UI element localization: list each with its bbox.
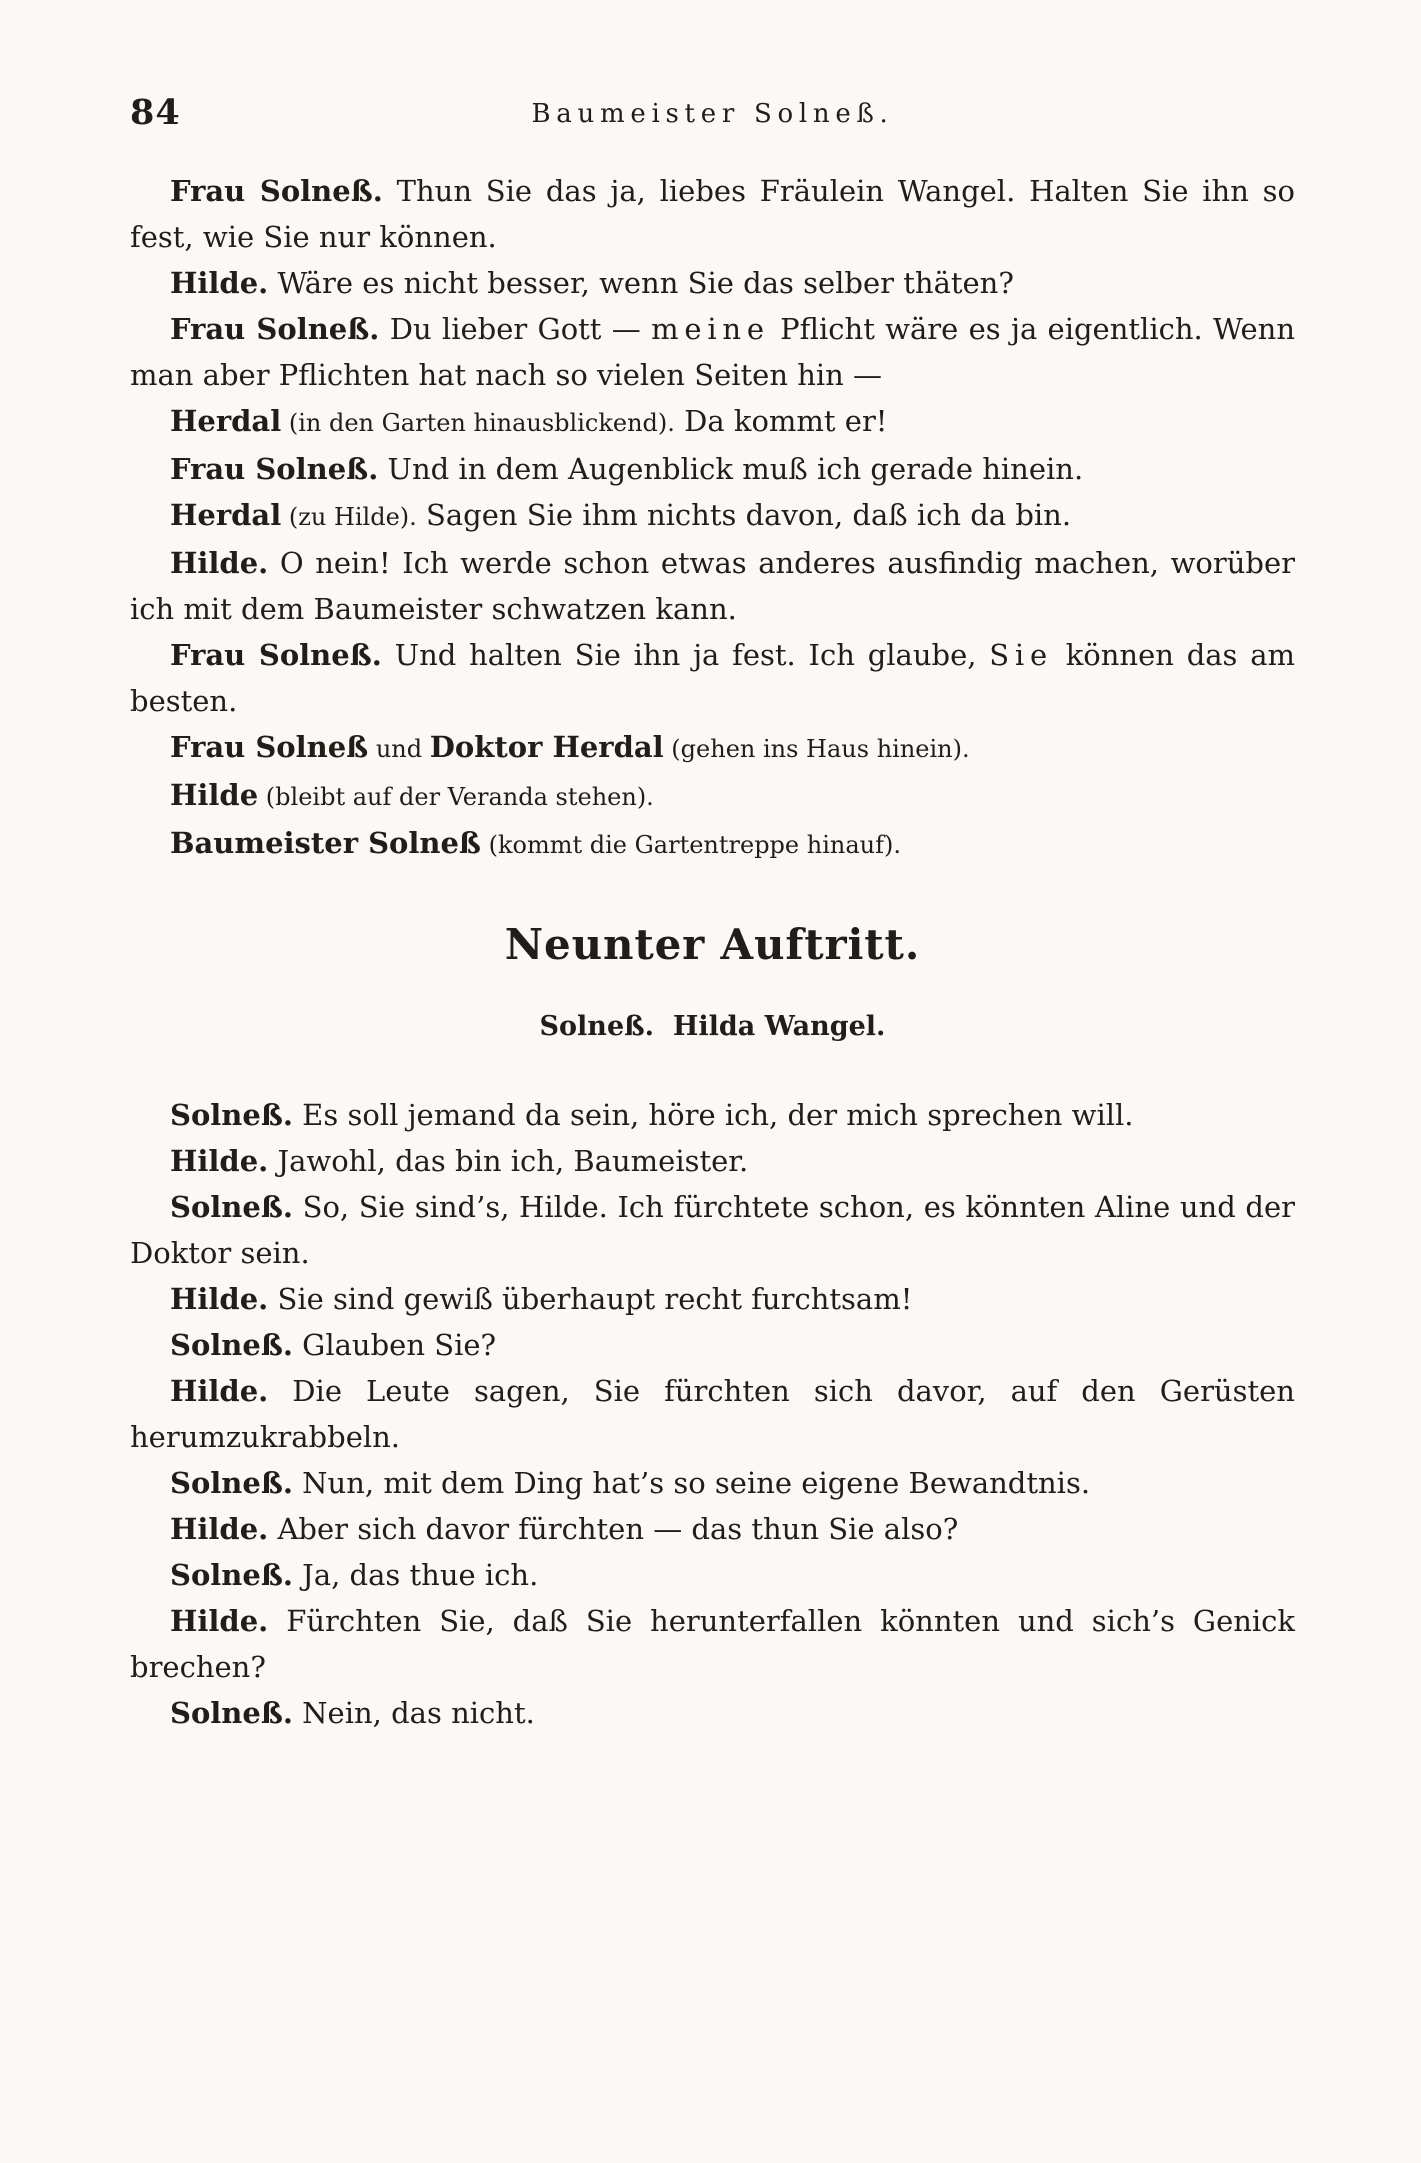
- dialogue-line: [130, 772, 1295, 820]
- stage-direction: (gehen ins Haus hinein).: [663, 735, 970, 763]
- dialogue-line: [130, 632, 1295, 724]
- page-header: [130, 92, 1295, 146]
- dialogue-text: Da kommt er!: [674, 404, 888, 438]
- dialogue-text: können das am besten.: [130, 638, 1296, 718]
- text-block: [130, 168, 1295, 1736]
- dialogue-line: [130, 1460, 1295, 1506]
- speaker-name: Frau Solneß.: [170, 312, 380, 346]
- dialogue-line: [130, 1092, 1295, 1138]
- speaker-name: Doktor Herdal: [429, 730, 664, 764]
- dialogue-line: [130, 724, 1295, 772]
- speaker-name: Solneß.: [170, 1466, 293, 1500]
- dialogue-text: Wäre es nicht besser, wenn Sie das selber thäten?: [268, 266, 1014, 300]
- dialogue-line: [130, 1506, 1295, 1552]
- speaker-name: Frau Solneß: [170, 730, 369, 764]
- dialogue-line: [130, 1552, 1295, 1598]
- speaker-name: Solneß.: [170, 1328, 293, 1362]
- emphasized-word: meine: [651, 312, 770, 346]
- scene-characters: Solneß. Hilda Wangel.: [539, 1011, 886, 1042]
- speaker-name: Hilde.: [170, 1512, 269, 1546]
- stage-direction: (in den Garten hinausblickend).: [281, 409, 675, 437]
- dialogue-text: Die Leute sagen, Sie fürchten sich davor, auf den Gerüsten herumzukrabbeln.: [130, 1374, 1295, 1454]
- speaker-name: Baumeister Solneß: [170, 826, 481, 860]
- speaker-name: Hilde.: [170, 1374, 269, 1408]
- dialogue-text: Nein, das nicht.: [292, 1696, 535, 1730]
- stage-direction: und: [368, 735, 430, 763]
- dialogue-line: [130, 1138, 1295, 1184]
- dialogue-text: Ja, das thue ich.: [292, 1558, 539, 1592]
- speaker-name: Hilde.: [170, 1604, 269, 1638]
- speaker-name: Hilde.: [170, 1282, 269, 1316]
- speaker-name: Herdal: [170, 404, 282, 438]
- scene-title: Neunter Auftritt.: [504, 920, 921, 969]
- speaker-name: Solneß.: [170, 1696, 293, 1730]
- speaker-name: Solneß.: [170, 1558, 293, 1592]
- dialogue-text: Sagen Sie ihm nichts davon, daß ich da bin.: [416, 498, 1072, 532]
- speaker-name: Hilde.: [170, 546, 269, 580]
- emphasized-word: Sie: [989, 638, 1053, 672]
- stage-direction: (bleibt auf der Veranda stehen).: [258, 783, 654, 811]
- stage-direction: (kommt die Gartentreppe hinauf).: [480, 831, 901, 859]
- dialogue-text: Sie sind gewiß überhaupt recht furchtsam!: [268, 1282, 913, 1316]
- dialogue-line: [130, 820, 1295, 868]
- dialogue-text: Und halten Sie ihn ja fest. Ich glaube,: [381, 638, 990, 672]
- dialogue-line: [130, 1368, 1295, 1460]
- speaker-name: Frau Solneß.: [170, 452, 379, 486]
- speaker-name: Hilde.: [170, 1144, 269, 1178]
- dialogue-line: [130, 168, 1295, 260]
- dialogue-text: Nun, mit dem Ding hat’s so seine eigene Bewandtnis.: [292, 1466, 1091, 1500]
- dialogue-text: Jawohl, das bin ich, Baumeister.: [268, 1144, 749, 1178]
- dialogue-line: [130, 1276, 1295, 1322]
- dialogue-section-eighth-scene: [130, 168, 1295, 868]
- dialogue-text: Fürchten Sie, daß Sie herunterfallen könnten und sich’s Genick brechen?: [130, 1604, 1295, 1684]
- speaker-name: Frau Solneß.: [170, 174, 383, 208]
- page-number: 84: [130, 92, 181, 133]
- dialogue-text: Und in dem Augenblick muß ich gerade hinein.: [378, 452, 1084, 486]
- speaker-name: Hilde.: [170, 266, 269, 300]
- dialogue-text: Aber sich davor fürchten — das thun Sie also?: [268, 1512, 959, 1546]
- dialogue-line: [130, 540, 1295, 632]
- dialogue-line: [130, 446, 1295, 492]
- dialogue-text: Du lieber Gott —: [379, 312, 652, 346]
- dialogue-text: O nein! Ich werde schon etwas anderes ausfindig machen, worüber ich mit dem Baumeister schwatzen kann.: [130, 546, 1295, 626]
- dialogue-text: Es soll jemand da sein, höre ich, der mich sprechen will.: [292, 1098, 1134, 1132]
- speaker-name: Frau Solneß.: [170, 638, 382, 672]
- dialogue-text: Thun Sie das ja, liebes Fräulein Wangel. Halten Sie ihn so fest, wie Sie nur können.: [130, 174, 1296, 254]
- dialogue-line: [130, 1598, 1295, 1690]
- dialogue-line: [130, 306, 1295, 398]
- speaker-name: Hilde: [170, 778, 259, 812]
- running-head: Baumeister Solneß.: [531, 99, 894, 129]
- stage-direction: (zu Hilde).: [281, 503, 417, 531]
- speaker-name: Herdal: [170, 498, 282, 532]
- dialogue-line: [130, 1184, 1295, 1276]
- dialogue-text: Glauben Sie?: [292, 1328, 497, 1362]
- speaker-name: Solneß.: [170, 1098, 293, 1132]
- dialogue-line: [130, 1322, 1295, 1368]
- dialogue-line: [130, 1690, 1295, 1736]
- dialogue-line: [130, 492, 1295, 540]
- speaker-name: Solneß.: [170, 1190, 293, 1224]
- dialogue-line: [130, 260, 1295, 306]
- dialogue-line: [130, 398, 1295, 446]
- dialogue-text: Pflicht wäre es ja eigentlich. Wenn man aber Pflichten hat nach so vielen Seiten hin —: [130, 312, 1295, 392]
- dialogue-section-ninth-scene: [130, 1092, 1295, 1736]
- dialogue-text: So, Sie sind’s, Hilde. Ich fürchtete schon, es könnten Aline und der Doktor sein.: [130, 1190, 1295, 1270]
